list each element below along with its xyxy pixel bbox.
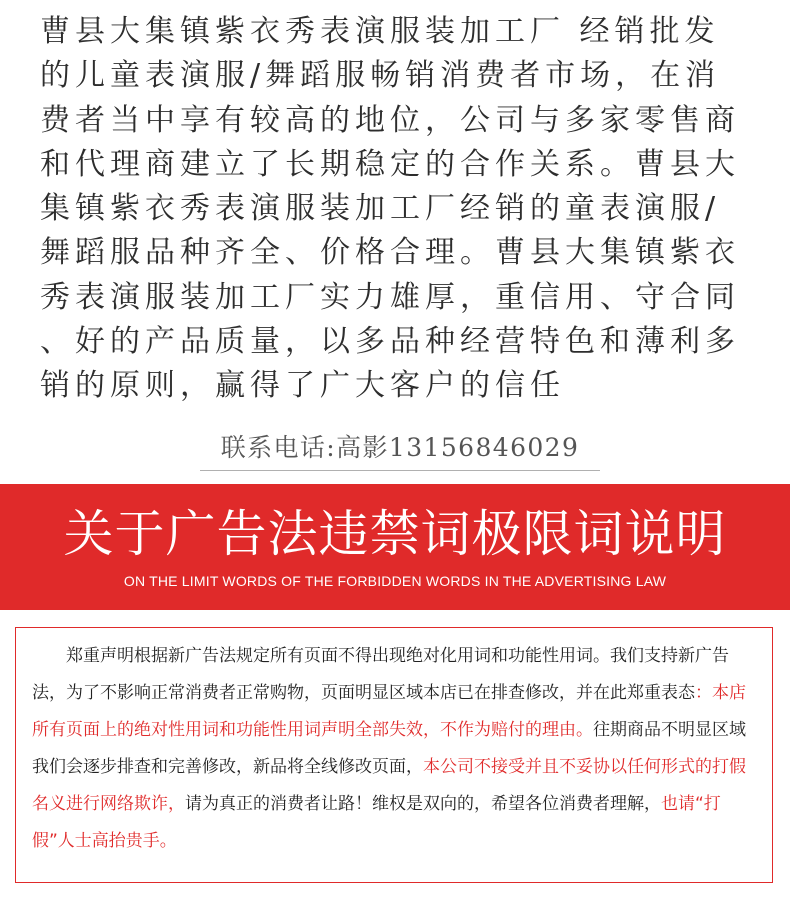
notice-highlight-1: ：本店所有页面上的绝对性用词和功能性用词声明全部失效，不作为赔付的理由。	[32, 683, 746, 740]
notice-highlight-2: 本公司不接受并且不妥协以任何形式的打假名义进行网络欺诈，	[32, 757, 746, 814]
banner-title: 关于广告法违禁词极限词说明	[63, 505, 727, 563]
notice-text-2: 往期商品不明显区域我们会逐步排查和完善修改，新品将全线修改页面，	[32, 720, 746, 777]
notice-highlight-3: 也请“打假”人士高抬贵手。	[32, 794, 721, 851]
disclaimer-notice	[15, 627, 773, 883]
advertising-law-banner	[0, 484, 790, 610]
notice-text-1: 郑重声明根据新广告法规定所有页面不得出现绝对化用词和功能性用词。我们支持新广告法，为了不影响正常消费者正常购物，页面明显区域本店已在排查修改，并在此郑重表态	[32, 646, 729, 703]
company-intro-text: 曹县大集镇紫衣秀表演服装加工厂 经销批发 的儿童表演服/舞蹈服畅销消费者市场，在消 费者当中享有较高的地位，公司与多家零售商 和代理商建立了长期稳定的合作关系。曹县大 集镇紫衣秀表演服装加工厂经销的童表演服/ 舞蹈服品种齐全、价格合理。曹县大集镇紫衣 秀表演服装加工厂实力雄厚，重信用、守合同 、好的产品质量，以多品种经营特色和薄利多 销的原则，赢得了广大客户的信任	[40, 14, 740, 404]
notice-text-3: 请为真正的消费者让路！维权是双向的，希望各位消费者理解，	[185, 794, 661, 814]
banner-subtitle: ON THE LIMIT WORDS OF THE FORBIDDEN WORDS IN THE ADVERTISING LAW	[123, 573, 667, 589]
contact-phone: 联系电话:高影13156846029	[200, 428, 600, 471]
